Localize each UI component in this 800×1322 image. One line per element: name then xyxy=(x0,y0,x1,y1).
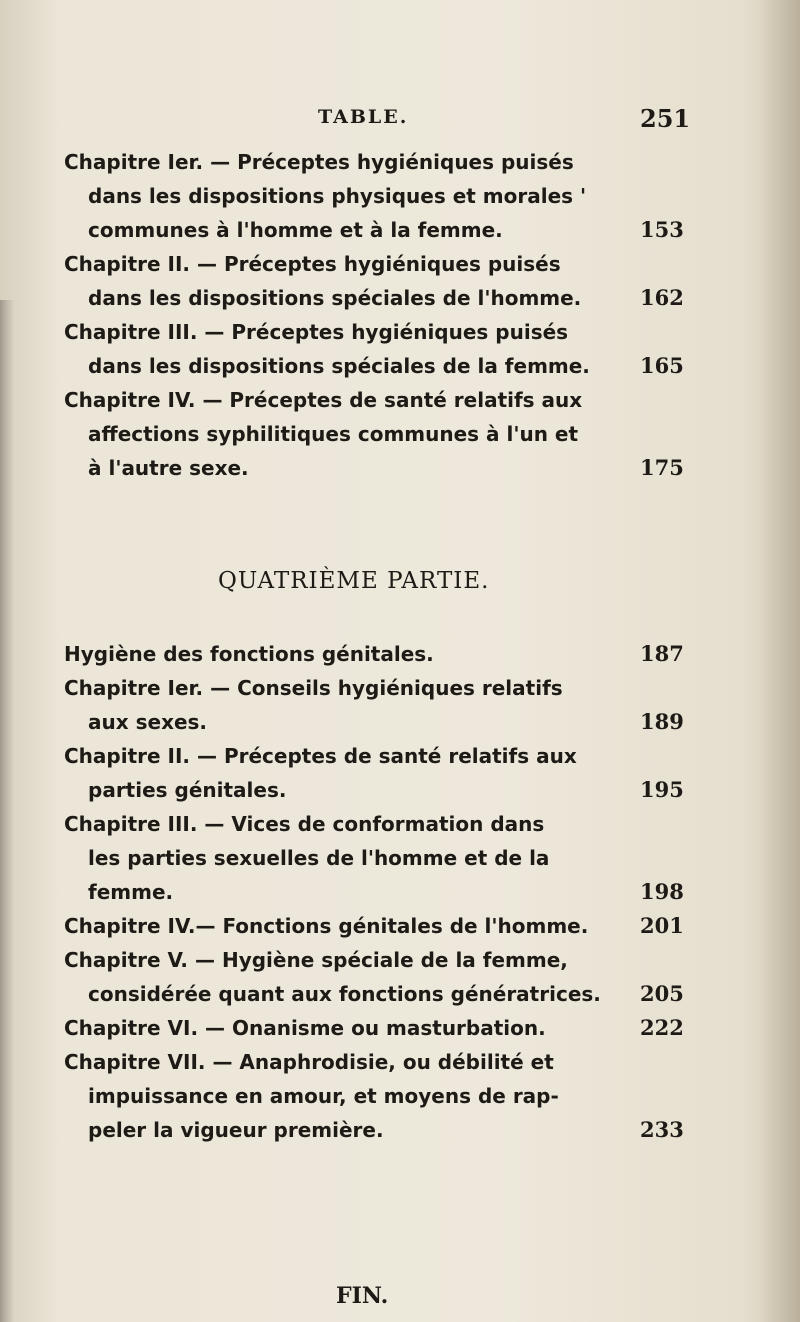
entry-line-text: Hygiène des fonctions génitales. xyxy=(64,642,434,666)
toc-entry xyxy=(64,671,684,739)
entry-line xyxy=(64,281,684,315)
toc-entry xyxy=(64,383,684,485)
page-header xyxy=(0,106,800,136)
entry-line xyxy=(64,637,684,671)
entry-line: Chapitre Ier. — Préceptes hygiéniques puisés xyxy=(64,150,574,174)
toc-entry xyxy=(64,637,684,671)
page-ref: 189 xyxy=(640,709,684,734)
entry-line-text: considérée quant aux fonctions génératrices. xyxy=(88,982,601,1006)
running-title: TABLE. xyxy=(318,106,409,128)
toc-entry xyxy=(64,145,684,247)
entry-line-text: communes à l'homme et à la femme. xyxy=(88,218,503,242)
toc-entry xyxy=(64,943,684,1011)
entry-line-text: dans les dispositions spéciales de l'homme. xyxy=(88,286,582,310)
page-ref: 165 xyxy=(640,353,684,378)
toc-entry xyxy=(64,909,684,943)
page-ref: 222 xyxy=(640,1015,684,1040)
entry-line xyxy=(64,1113,684,1147)
entry-line: Chapitre II. — Préceptes hygiéniques puisés xyxy=(64,252,561,276)
entry-line: affections syphilitiques communes à l'un et xyxy=(88,422,579,446)
page-edge xyxy=(760,0,800,1322)
end-marker: FIN. xyxy=(336,1283,389,1309)
toc-entry xyxy=(64,807,684,909)
entry-line: Chapitre IV. — Préceptes de santé relatifs aux xyxy=(64,388,583,412)
entry-line-text: femme. xyxy=(88,880,174,904)
toc-entry xyxy=(64,739,684,807)
page-ref: 201 xyxy=(640,913,684,938)
entry-line-text: Chapitre IV.— Fonctions génitales de l'homme. xyxy=(64,914,589,938)
entry-line: Chapitre VII. — Anaphrodisie, ou débilité et xyxy=(64,1050,554,1074)
page-ref: 175 xyxy=(640,455,684,480)
toc-entry xyxy=(64,315,684,383)
entry-line xyxy=(64,977,684,1011)
entry-line xyxy=(64,1011,684,1045)
page-number: 251 xyxy=(640,104,691,133)
entry-line-text: Chapitre VI. — Onanisme ou masturbation. xyxy=(64,1016,546,1040)
entry-line xyxy=(64,909,684,943)
binding-shadow xyxy=(0,300,14,1322)
entry-line xyxy=(64,875,684,909)
page-ref: 233 xyxy=(640,1117,684,1142)
entry-line-text: à l'autre sexe. xyxy=(88,456,249,480)
toc-entry xyxy=(64,1045,684,1147)
entry-line: dans les dispositions physiques et morales ' xyxy=(88,184,587,208)
page-ref: 187 xyxy=(640,641,684,666)
entry-line: les parties sexuelles de l'homme et de la xyxy=(88,846,550,870)
entry-line: Chapitre III. — Vices de conformation dans xyxy=(64,812,545,836)
entry-line xyxy=(64,349,684,383)
toc-entry xyxy=(64,1011,684,1045)
entry-line-text: aux sexes. xyxy=(88,710,208,734)
entry-line-text: dans les dispositions spéciales de la femme. xyxy=(88,354,590,378)
page-ref: 153 xyxy=(640,217,684,242)
entry-line: Chapitre Ier. — Conseils hygiéniques relatifs xyxy=(64,676,563,700)
entry-line xyxy=(64,213,684,247)
entry-line xyxy=(64,451,684,485)
entry-line-text: peler la vigueur première. xyxy=(88,1118,384,1142)
entry-line: Chapitre II. — Préceptes de santé relatifs aux xyxy=(64,744,577,768)
page-ref: 195 xyxy=(640,777,684,802)
entry-line xyxy=(64,705,684,739)
entry-line: impuissance en amour, et moyens de rap- xyxy=(88,1084,559,1108)
entry-line: Chapitre V. — Hygiène spéciale de la femme, xyxy=(64,948,568,972)
entry-line xyxy=(64,773,684,807)
page-ref: 198 xyxy=(640,879,684,904)
toc-entry xyxy=(64,247,684,315)
entry-line-text: parties génitales. xyxy=(88,778,287,802)
entry-line: Chapitre III. — Préceptes hygiéniques puisés xyxy=(64,320,569,344)
page-ref: 205 xyxy=(640,981,684,1006)
page-ref: 162 xyxy=(640,285,684,310)
section-heading-text: QUATRIÈME PARTIE. xyxy=(218,568,490,594)
